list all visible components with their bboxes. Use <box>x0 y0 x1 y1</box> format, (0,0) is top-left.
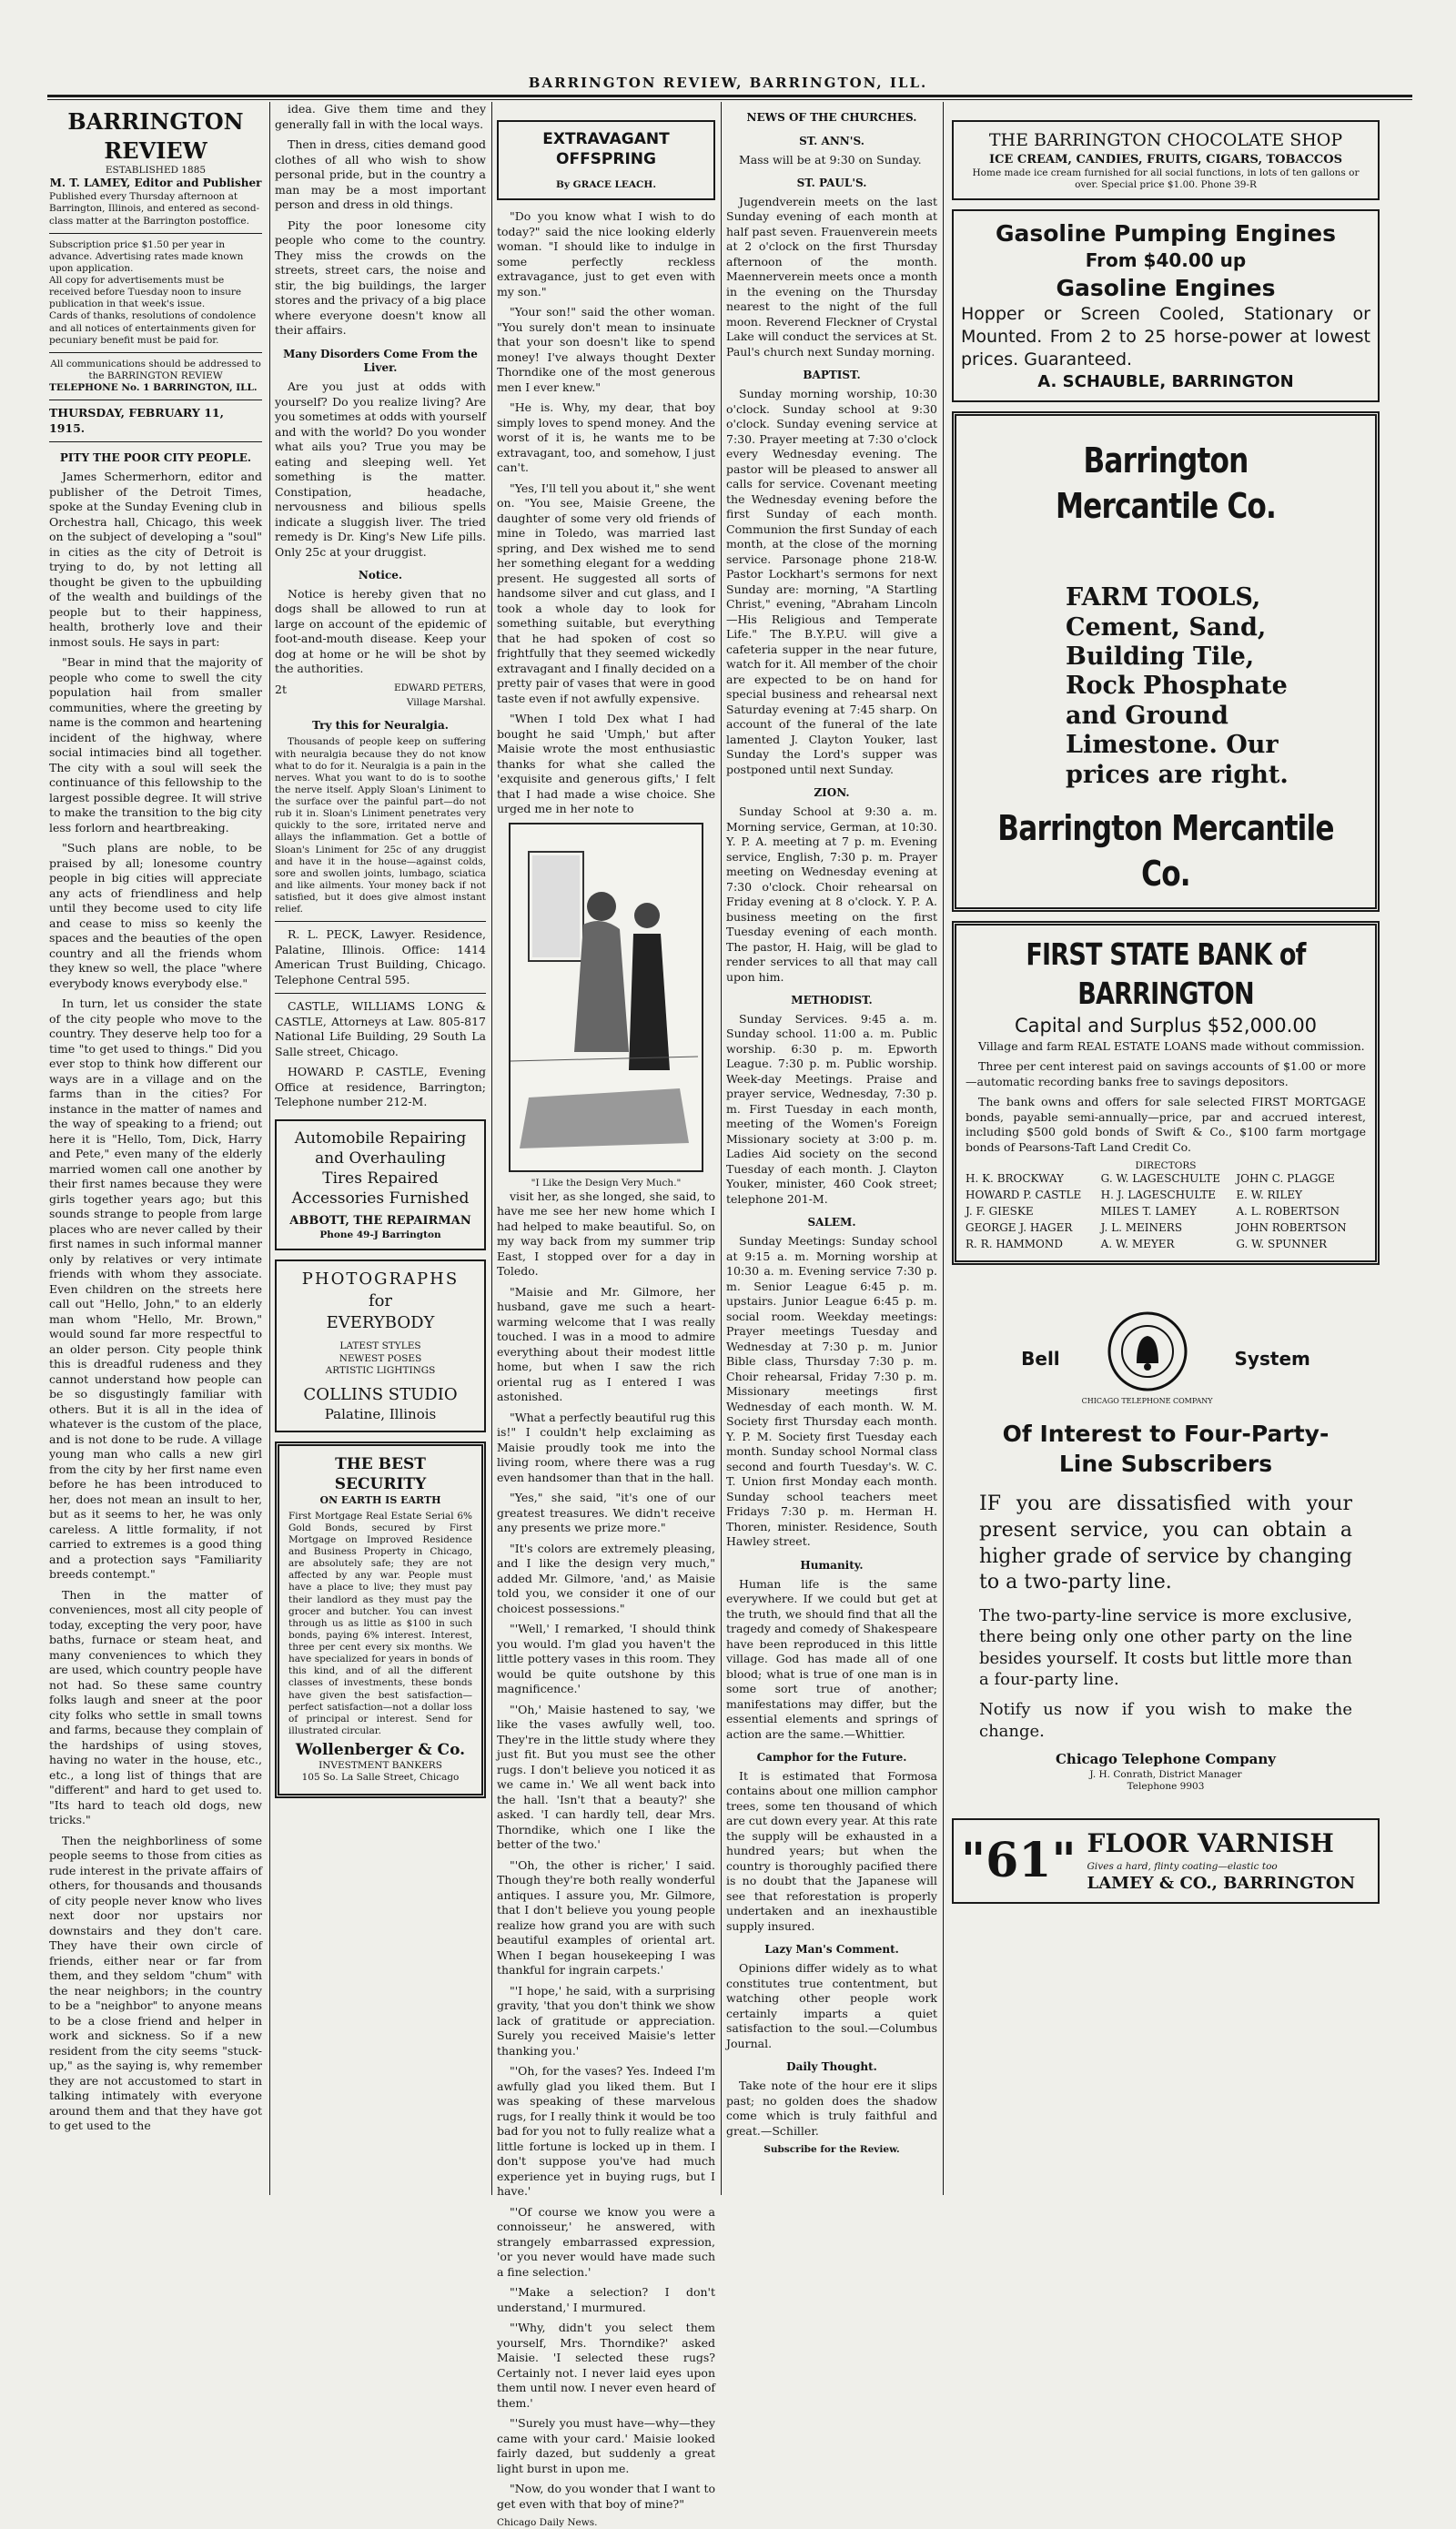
church-head: METHODIST. <box>791 994 873 1007</box>
column-1 <box>49 102 262 2140</box>
gasoline-ad <box>952 209 1380 401</box>
lazy-title: Lazy Man's Comment. <box>764 1943 899 1957</box>
photo-style: NEWEST POSES <box>339 1352 422 1364</box>
gas-name: A. SCHAUBLE, BARRINGTON <box>1037 372 1294 392</box>
bell-company: Chicago Telephone Company <box>1055 1751 1277 1768</box>
director: JOHN C. PLAGGE <box>1236 1172 1335 1186</box>
varnish-text <box>1087 1827 1356 1895</box>
security-ad <box>275 1442 486 1797</box>
daily-text: Take note of the hour ere it slips past; no golden does the shadow come which is truly faithful and great.—Schiller. <box>726 2079 937 2138</box>
story-title-box <box>497 120 715 200</box>
divider <box>275 921 486 922</box>
story-paragraph: visit her, as she longed, she said, to have me see her new home which I had helped to make beautiful. So, on my way back from my summer trip East, I stopped over for a day in Toledo. <box>497 1189 715 1279</box>
photo-line: EVERYBODY <box>326 1312 435 1332</box>
varnish-tag: Gives a hard, flinty coating—elastic too <box>1087 1861 1278 1873</box>
bell-ad <box>952 1310 1380 1793</box>
story-paragraph: "Maisie and Mr. Gilmore, her husband, gave me such a heart-warming welcome that I was really touched. I was in a mood to admire everything about their modest little home, but when I saw the rich oriental rug as I entered I was astonished. <box>497 1284 715 1404</box>
director: J. L. MEINERS <box>1100 1220 1183 1234</box>
bell-icon <box>1107 1310 1188 1392</box>
neuralgia-title: Try this for Neuralgia. <box>312 718 449 732</box>
merc-text: FARM TOOLS, Cement, Sand, Building Tile, Rock Phosphate and Ground Limestone. Our prices are right. <box>1066 583 1289 789</box>
story-paragraph: "Yes," she said, "it's one of our greatest treasures. We didn't receive any presents we prize more." <box>497 1491 715 1535</box>
column-divider <box>269 102 270 2195</box>
church-text: Jugendverein meets on the last Sunday evening of each month at half past seven. Frauenverein meets at 2 o'clock on the first Thursday afternoon of the month. Maennerverein meets once a month in the evening on the Thursday nearest to the night of the full moon. Reverend Fleckner of Crystal Lake will conduct the services at St. Paul's church next Sunday morning. <box>726 194 937 359</box>
divider <box>49 441 262 442</box>
daily-title: Daily Thought. <box>786 2060 877 2074</box>
notice-number: 2t <box>275 682 287 696</box>
story-paragraph: "He is. Why, my dear, that boy simply loves to spend money. And the worst of it is, he wants me to be extravagant, too, and somehow, I just can't. <box>497 400 715 474</box>
bell-p1: IF you are dissatisfied with your present service, you can obtain a higher grade of service by changing to a two-party line. <box>979 1492 1352 1594</box>
masthead: BARRINGTON REVIEW <box>67 108 244 164</box>
auto-repair-ad <box>275 1119 486 1250</box>
story-title: EXTRAVAGANT OFFSPRING <box>542 130 670 169</box>
humanity-text: Human life is the same everywhere. If we could but get at the truth, we should find that all the tragedy and comedy of Shakespeare have been reproduced in this little village. God has made all of one blood; what is true of one man is in some sort true of another; manifestations may differ, but the essential elements and springs of action are the same.—Whittier. <box>726 1576 937 1741</box>
lazy-text: Opinions differ widely as to what constitutes true contentment, but watching other people work certainly imparts a quiet satisfaction to the soul.—Columbus Journal. <box>726 1961 937 2050</box>
photo-style: LATEST STYLES <box>339 1340 421 1352</box>
church-head: ST. ANN'S. <box>799 134 864 147</box>
director: A. L. ROBERTSON <box>1236 1204 1340 1218</box>
divider <box>275 993 486 994</box>
varnish-ad <box>952 1818 1380 1904</box>
column-divider <box>721 102 722 2195</box>
camphor-text: It is estimated that Formosa contains about one million camphor trees, some ten thousand of which are cut down every year. At this rate the supply will be exhausted in a hundred years; but when the country is thoroughly pacified there is no doubt that the Japanese will see that reforestation is properly undertaken and an inexhaustible supply insured. <box>726 1768 937 1933</box>
castle-card-evening: HOWARD P. CASTLE, Evening Office at residence, Barrington; Telephone number 212-M. <box>275 1065 486 1109</box>
choc-items: ICE CREAM, CANDIES, FRUITS, CIGARS, TOBACCOS <box>989 153 1342 167</box>
headline: PITY THE POOR CITY PEOPLE. <box>59 451 252 465</box>
merc-name-top: Barrington Mercantile Co. <box>1055 440 1277 527</box>
story-byline: By GRACE LEACH. <box>556 178 656 190</box>
article-paragraph: Then the neighborliness of some people seems to those from cities as rude interest in the private affairs of others, for thousands and thousands of city people never know who lives next door nor upstairs nor downstairs and they don't care. They have their own circle of friends, either near or far from them, and they seldom "chum" with the near neighbors; in the country to be a "neighbor" to anyone means to be a close friend and helper in work and sickness. So if a new resident from the city seems "stuck-up," as the saying is, why remember they are not accustomed to start in talking intimately with everyone around them and that they have got to get used to the <box>49 1833 262 2132</box>
column-3 <box>497 102 715 2529</box>
bank-loans: Village and farm REAL ESTATE LOANS made without commission. <box>978 1038 1365 1053</box>
photo-style: ARTISTIC LIGHTINGS <box>325 1364 436 1376</box>
article-paragraph: Pity the poor lonesome city people who come to the country. They miss the crowds on the streets, street cars, the noise and stir, the big buildings, the larger stores and the privacy of a big place where everyone doesn't know all their affairs. <box>275 217 486 337</box>
director: A. W. MEYER <box>1100 1237 1175 1250</box>
photo-line: for <box>368 1290 393 1310</box>
churches-title: NEWS OF THE CHURCHES. <box>746 111 917 124</box>
bell-p3: Notify us now if you wish to make the change. <box>979 1700 1352 1741</box>
bell-p2: The two-party-line service is more exclusive, there being only one other party on the line besides yourself. It costs but little more than a four-party line. <box>979 1605 1352 1690</box>
notice-title: Notice. <box>358 569 403 582</box>
director: GEORGE J. HAGER <box>966 1220 1073 1234</box>
director: JOHN ROBERTSON <box>1236 1220 1347 1234</box>
story-source: Chicago Daily News. <box>497 2517 598 2529</box>
publication-notice: Published every Thursday afternoon at Barrington, Illinois, and entered as second-class matter at the Barrington postoffice. <box>49 191 260 227</box>
bank-capital: Capital and Surplus $52,000.00 <box>1014 1014 1318 1037</box>
cards-notice: Cards of thanks, resolutions of condolence and all notices of entertainments given for pecuniary benefit must be paid for. <box>49 310 257 346</box>
liver-text: Are you just at odds with yourself? Do you realize living? Are you sometimes at odds with yourself and with the world? Do you wonder what ails you? True you may be eating and sleeping well. Yet something is the matter. Constipation, headache, nervousness and bilious spells indicate a sluggish liver. The tried remedy is Dr. King's New Life pills. Only 25c at your druggist. <box>275 379 486 559</box>
humanity-title: Humanity. <box>800 1558 864 1572</box>
bank-bonds: The bank owns and offers for sale selected FIRST MORTGAGE bonds, payable semi-annually—price, par and accrued interest, including $500 gold bonds of Swift & Co., $100 farm mortgage bonds of Pearsons-Taft Land Credit Co. <box>966 1095 1366 1154</box>
peck-card: R. L. PECK, Lawyer. Residence, Palatine, Illinois. Office: 1414 American Trust Building, Chicago. Telephone Central 595. <box>275 927 486 986</box>
article-paragraph: Then in the matter of conveniences, most all city people of today, excepting the very poor, have baths, furnace or steam heat, and many conveniences to which they are used, which country people have not had. So these same country folks laugh and sneer at the poor city folks who settle in small towns and farms, because they complain of the hardships of using stoves, having no water in the house, etc., etc., a long list of things that are "different" and hard to get used to. "Its hard to teach old dogs, new tricks." <box>49 1587 262 1826</box>
divider <box>49 352 262 353</box>
director: J. F. GIESKE <box>966 1204 1034 1218</box>
telephone-line: TELEPHONE No. 1 BARRINGTON, ILL. <box>49 382 258 394</box>
story-paragraph: "'Oh, the other is richer,' I said. Though they're both really wonderful antiques. I assure you, Mr. Gilmore, that I don't believe you young people realize how grand you are with such beautiful examples of oriental art. When I began housekeeping I was thankful for ingrain carpets.' <box>497 1857 715 1978</box>
church-head: ZION. <box>814 786 850 800</box>
photo-line: PHOTOGRAPHS <box>301 1270 460 1290</box>
church-text: Sunday Services. 9:45 a. m. Sunday school. 11:00 a. m. Public worship. 6:30 p. m. Epworth League. 7:30 p. m. Public worship. Week-day Meetings. Praise and prayer service, Wednesday, 7:30 p. m. First Tuesday in each month, meeting of the Women's Foreign Missionary society at 3:00 p. m. Ladies Aid society on the second Tuesday of each month. J. Clayton Youker, minister, 460 Cook street; telephone 201-M. <box>726 1011 937 1206</box>
story-paragraph: "Yes, I'll tell you about it," she went on. "You see, Maisie Greene, the daughter of some very old friends of mine in Toledo, was married last spring, and Dex wished me to send her something elegant for a wedding present. He suggested all sorts of handsome silver and cut glass, and I took a whole day to look for something suitable, but everything that he had spoken of cost so frightfully that they seemed wickedly extravagant and I finally decided on a pretty pair of vases that were in good taste even if not awfully expensive. <box>497 481 715 705</box>
liver-title: Many Disorders Come From the Liver. <box>283 347 478 375</box>
notice-signature <box>275 683 486 698</box>
security-tag: INVESTMENT BANKERS <box>318 1760 442 1772</box>
article-paragraph: idea. Give them time and they generally fall in with the local ways. <box>275 102 486 131</box>
article-paragraph: In turn, let us consider the state of the city people who move to the country. They deserve help too for a time "to get used to things." Did you ever stop to think how different our ways are in a village and on the farms than in the cities? For instance in the matter of names and the way of speaking to a friend; out here it is "Hello, Tom, Dick, Harry and Pete," even many of the elderly married women call one another by their first names because they were girls together years ago; but this sounds strange to people from large places who are never called by their first names in such informal manner only by relatives or very intimate friends with whom they associate. Even children on the streets here call out "Hello, John," to an elderly man whom "Hello, Mr. Brown," would sound far more respectful to an older person. City people think this is dreadful rudeness and they cannot understand how people can be so disgustingly familiar with others. But it is all in the idea of whatever is the custom of the place, and is not done to be rude. A village young man who calls a new girl from the city by her first name even before he has been introduced to her, does not mean an insult to her, but as it seems to her, he was only careless. A little formality, if not carried to extremes is a good thing and a protection says "Familiarity breeds contempt." <box>49 996 262 1581</box>
bell-manager: J. H. Conrath, District Manager <box>1089 1769 1242 1780</box>
church-text: Sunday Meetings: Sunday school at 9:15 a. m. Morning worship at 10:30 a. m. Evening service 7:30 p. m. Senior League 6:45 p. m. upstairs. Junior League 6:45 p. m. social room. Weekday meetings: Prayer meetings Tuesday and Wednesday at 7:30 p. m. Junior Bible class, Thursday 7:30 p. m. Choir rehearsal, Friday 7:30 p. m. Missionary meetings first Wednesday of each month. W. M. Society first Thursday each month. Y. P. M. Society first Tuesday each month. Sunday school Normal class second and fourth Tuesday's. W. C. T. Union first Monday each month. Sunday school teachers meet Fridays 7:30 p. m. Herman H. Thoren, minister. Residence, South Hawley street. <box>726 1234 937 1549</box>
church-head: ST. PAUL'S. <box>796 177 867 190</box>
choc-title: THE BARRINGTON CHOCOLATE SHOP <box>988 130 1343 150</box>
director: G. W. SPUNNER <box>1236 1237 1327 1250</box>
bank-directors <box>966 1172 1366 1251</box>
security-text: First Mortgage Real Estate Serial 6% Gold Bonds, secured by First Mortgage on Improved Residence and Business Property in Chicago, are absolutely safe; they are not affected by any war. People must have a place to live; they must pay their landlord as they must pay the grocer and butcher. You can invest through us as little as $100 in such bonds, paying 6% interest. Interest, three per cent every six months. We have specialized for years in bonds of this kind, and of all the different classes of investments, these bonds have given the best satisfaction—perfect satisfaction—not a dollar loss of principal or interest. Send for illustrated circular. <box>288 1510 472 1736</box>
director: H. K. BROCKWAY <box>966 1172 1064 1186</box>
story-paragraph: "When I told Dex what I had bought he said 'Umph,' but after Maisie wrote the most enthusiastic thanks for what she called the 'exquisite and generous gifts,' I felt that I had made a wise choice. She urged me in her note to <box>497 712 715 815</box>
security-title: THE BEST SECURITY <box>334 1455 427 1493</box>
bell-left: Bell <box>1021 1347 1060 1370</box>
story-paragraph: "It's colors are extremely pleasing, and I like the design very much," added Mr. Gilmore, 'and,' as Maisie told you, we consider it one of our choicest possessions." <box>497 1541 715 1615</box>
dateline: THURSDAY, FEBRUARY 11, 1915. <box>49 406 224 435</box>
bell-logo <box>1082 1310 1213 1406</box>
column-divider <box>943 102 944 2195</box>
church-text: Sunday morning worship, 10:30 o'clock. Sunday school at 9:30 o'clock. Sunday evening service at 7:30. Prayer meeting at 7:30 o'clock every Wednesday evening. The pastor will be pleased to answer all calls for service. Covenant meeting the Wednesday evening before the first Sunday of each month. Communion the first Sunday of each month, at the close of the morning service. Parsonage phone 218-W. Pastor Lockhart's sermons for next Sunday are: morning, "A Startling Christ," evening, "Abraham Lincoln—His Religious and Temperate Life." The B.Y.P.U. will give a cafeteria supper in the near future, watch for it. All member of the choir are expected to be on hand for special business and rehearsal next Saturday evening at 7:45 sharp. On account of the funeral of the late lamented J. Clayton Youker, last Sunday the Lord's supper was postponed until next Sunday. <box>726 387 937 776</box>
column-4 <box>726 102 937 2156</box>
bank-ad <box>952 921 1380 1266</box>
bell-title: Of Interest to Four-Party-Line Subscribers <box>1002 1421 1330 1478</box>
merc-name-bottom: Barrington Mercantile Co. <box>997 807 1334 894</box>
camphor-title: Camphor for the Future. <box>756 1751 907 1765</box>
article-paragraph: James Schermerhorn, editor and publisher of the Detroit Times, spoke at the Sunday Evening club in Orchestra hall, Chicago, this week on the subject of developing a "soul" in cities as the city of Detroit is trying to do, by not letting all thought be given to the upbuilding of the wealth and buildings of the people but to their happiness, health, brotherly love and their inmost souls. He says in part: <box>49 470 262 649</box>
auto-line: Tires Repaired <box>322 1169 439 1188</box>
church-head: BAPTIST. <box>803 369 861 382</box>
neuralgia-text: Thousands of people keep on suffering with neuralgia because they do not know what to do for it. Neuralgia is a pain in the nerves. What you want to do is to soothe the nerve itself. Apply Sloan's Liniment to the surface over the painful part—do not rub it in. Sloan's Liniment penetrates very quickly to the sore, irritated nerve and allays the inflammation. Get a bottle of Sloan's Liniment for 25c of any druggist and have it in the house—against colds, sore and swollen joints, lumbago, sciatica and like ailments. Your money back if not satisfied, but it does give almost instant relief. <box>275 736 486 915</box>
notice-text: Notice is hereby given that no dogs shall be allowed to run at large on account of the epidemic of foot-and-mouth disease. Keep your dog at home or he will be shot by the authorities. <box>275 586 486 676</box>
gas-text: Hopper or Screen Cooled, Stationary or Mounted. From 2 to 25 horse-power at lowest prices. Guaranteed. <box>961 303 1370 370</box>
gas-title-2: Gasoline Engines <box>1056 274 1276 301</box>
notice-signer-title: Village Marshal. <box>406 697 486 709</box>
story-paragraph: "'Oh,' Maisie hastened to say, 'we like the vases awfully well, too. They're in the little study where they just fit. But you must see the other rugs. I don't believe you noticed it as we came in.' We all went back into the hall. 'Isn't that a beauty?' she asked. 'I can hardly tell, dear Mrs. Thorndike, which one I like the better of the two.' <box>497 1702 715 1852</box>
director: MILES T. LAMEY <box>1100 1204 1197 1218</box>
subscribe-line: Subscribe for the Review. <box>763 2144 900 2156</box>
security-sub: ON EARTH IS EARTH <box>319 1493 441 1506</box>
address-notice: All communications should be addressed to the BARRINGTON REVIEW <box>50 358 261 381</box>
story-illustration <box>509 823 703 1172</box>
church-text: Sunday School at 9:30 a. m. Morning service, German, at 10:30. Y. P. A. meeting at 7 p. m. Evening service, English, 7:30 p. m. Prayer meeting on Wednesday evening at 7:30 o'clock. Choir rehearsal on Friday evening at 8 o'clock. Y. P. A. business meeting on the first Tuesday evening of each month. The pastor, H. Haig, will be glad to render services to all that may call upon him. <box>726 804 937 984</box>
column-divider <box>491 102 492 2195</box>
church-text: Mass will be at 9:30 on Sunday. <box>739 152 922 167</box>
security-name: Wollenberger & Co. <box>295 1741 466 1759</box>
bank-title: FIRST STATE BANK of BARRINGTON <box>1026 936 1306 1012</box>
photo-place: Palatine, Illinois <box>324 1405 437 1422</box>
story-paragraph: "Now, do you wonder that I want to get even with that boy of mine?" <box>497 2482 715 2511</box>
story-paragraph: "'Oh, for the vases? Yes. Indeed I'm awfully glad you liked them. But I was speaking of these marvelous rugs, for I really think it would be too bad for you not to fully realize what a little fortune is locked up in them. I don't suppose you've had much experience yet in buying rugs, but I have.' <box>497 2064 715 2199</box>
security-addr: 105 So. La Salle Street, Chicago <box>301 1772 460 1784</box>
director: HOWARD P. CASTLE <box>966 1189 1082 1202</box>
story-paragraph: "Do you know what I wish to do today?" said the nice looking elderly woman. "I should like to indulge in some perfectly reckless extravagance, just to get even with my son." <box>497 209 715 298</box>
story-paragraph: "'I hope,' he said, with a surprising gravity, 'that you don't think we show lack of gratitude or appreciation. Surely you received Maisie's letter thanking you.' <box>497 1983 715 2058</box>
bell-right: System <box>1234 1347 1310 1370</box>
established: ESTABLISHED 1885 <box>105 165 207 177</box>
column-2 <box>275 102 486 1807</box>
photo-name: COLLINS STUDIO <box>303 1384 458 1404</box>
column-5-ads <box>952 102 1380 1913</box>
auto-line: Automobile Repairing and Overhauling <box>294 1128 467 1168</box>
illustration-caption: "I Like the Design Very Much." <box>531 1177 682 1189</box>
story-paragraph: "'Make a selection? I don't understand,' I murmured. <box>497 2285 715 2314</box>
story-paragraph: "Your son!" said the other woman. "You surely don't mean to insinuate that your son doesn't like to spend money! I've always thought Dexter Thorndike one of the most generous men I ever knew." <box>497 305 715 394</box>
director: R. R. HAMMOND <box>966 1237 1063 1250</box>
bell-logo-text: CHICAGO TELEPHONE COMPANY <box>1081 1396 1213 1405</box>
divider <box>49 233 262 234</box>
gas-title: Gasoline Pumping Engines <box>995 220 1337 248</box>
varnish-title: FLOOR VARNISH <box>1087 1828 1334 1859</box>
article-paragraph: "Bear in mind that the majority of people who come to swell the city population hail from smaller communities, where the greeting by name is the common and heartening incident of the highway, where social intimacies bind all together. The city with a soul will seek the continuance of this fellowship to the largest possible degree. It will strive to make the transition to the big city less forlorn and heartbreaking. <box>49 655 262 835</box>
copy-notice: All copy for advertisements must be received before Tuesday noon to insure publication in that week's issue. <box>49 275 242 310</box>
article-paragraph: "Such plans are noble, to be praised by all; lonesome country people in big cities will appreciate any acts of friendliness and help until they become used to city life and cease to miss so keenly the spaces and the beauties of the open country and all the friends whom they knew so well, the place "where everybody knows everybody else." <box>49 841 262 990</box>
illustration-drawing <box>511 824 698 1167</box>
story-paragraph: "'Why, didn't you select them yourself, Mrs. Thorndike?' asked Maisie. 'I selected these rugs? Certainly not. I never laid eyes upon them until now. I never even heard of them.' <box>497 2321 715 2410</box>
notice-signer: EDWARD PETERS, <box>393 682 486 693</box>
auto-name: ABBOTT, THE REPAIRMAN <box>289 1214 471 1229</box>
bank-savings: Three per cent interest paid on savings accounts of $1.00 or more—automatic recording banks free to savings depositors. <box>966 1059 1366 1088</box>
bell-phone: Telephone 9903 <box>1127 1781 1205 1793</box>
varnish-number: "61" <box>961 1832 1077 1888</box>
photo-ad <box>275 1259 486 1432</box>
subscription-notice: Subscription price $1.50 per year in advance. Advertising rates made known upon application. <box>49 238 244 274</box>
story-paragraph: "'Well,' I remarked, 'I should think you would. I'm glad you haven't the little pottery vases in this room. They would be quite outshone by this magnificence.' <box>497 1622 715 1696</box>
church-head: SALEM. <box>807 1216 856 1229</box>
auto-phone: Phone 49-J Barrington <box>319 1229 441 1241</box>
story-paragraph: "'Of course we know you were a connoisseur,' he answered, with strangely embarrassed expression, 'or you never would have made such a fine selection.' <box>497 2204 715 2279</box>
article-paragraph: Then in dress, cities demand good clothes of all who wish to show personal pride, but in the country a man may be a most important person and dress in old things. <box>275 137 486 211</box>
chocolate-shop-ad <box>952 120 1380 200</box>
editor-line: M. T. LAMEY, Editor and Publisher <box>49 177 262 190</box>
mercantile-ad <box>952 411 1380 912</box>
choc-note: Home made ice cream furnished for all social functions, in lots of ten gallons or over. Special price $1.00. Phone 39-R <box>972 167 1360 191</box>
top-rule <box>47 95 1412 97</box>
top-rule-thin <box>47 99 1412 100</box>
gas-price: From $40.00 up <box>1085 249 1247 272</box>
bank-directors-head: DIRECTORS <box>1135 1160 1197 1172</box>
story-paragraph: "What a perfectly beautiful rug this is!" I couldn't help exclaiming as Maisie proudly took me into the living room, where there was a rug even handsomer than that in the hall. <box>497 1410 715 1484</box>
story-paragraph: "'Surely you must have—why—they came with your card.' Maisie looked fairly dazed, but suddenly a great light burst in upon me. <box>497 2416 715 2475</box>
director: H. J. LAGESCHULTE <box>1100 1189 1216 1202</box>
castle-card: CASTLE, WILLIAMS LONG & CASTLE, Attorneys at Law. 805-817 National Life Building, 29 South La Salle street, Chicago. <box>275 999 486 1058</box>
varnish-name: LAMEY & CO., BARRINGTON <box>1087 1874 1356 1894</box>
director: G. W. LAGESCHULTE <box>1100 1172 1221 1186</box>
bell-header <box>952 1310 1380 1406</box>
running-head: BARRINGTON REVIEW, BARRINGTON, ILL. <box>528 75 928 91</box>
auto-line: Accessories Furnished <box>291 1189 470 1209</box>
director: E. W. RILEY <box>1236 1189 1303 1202</box>
